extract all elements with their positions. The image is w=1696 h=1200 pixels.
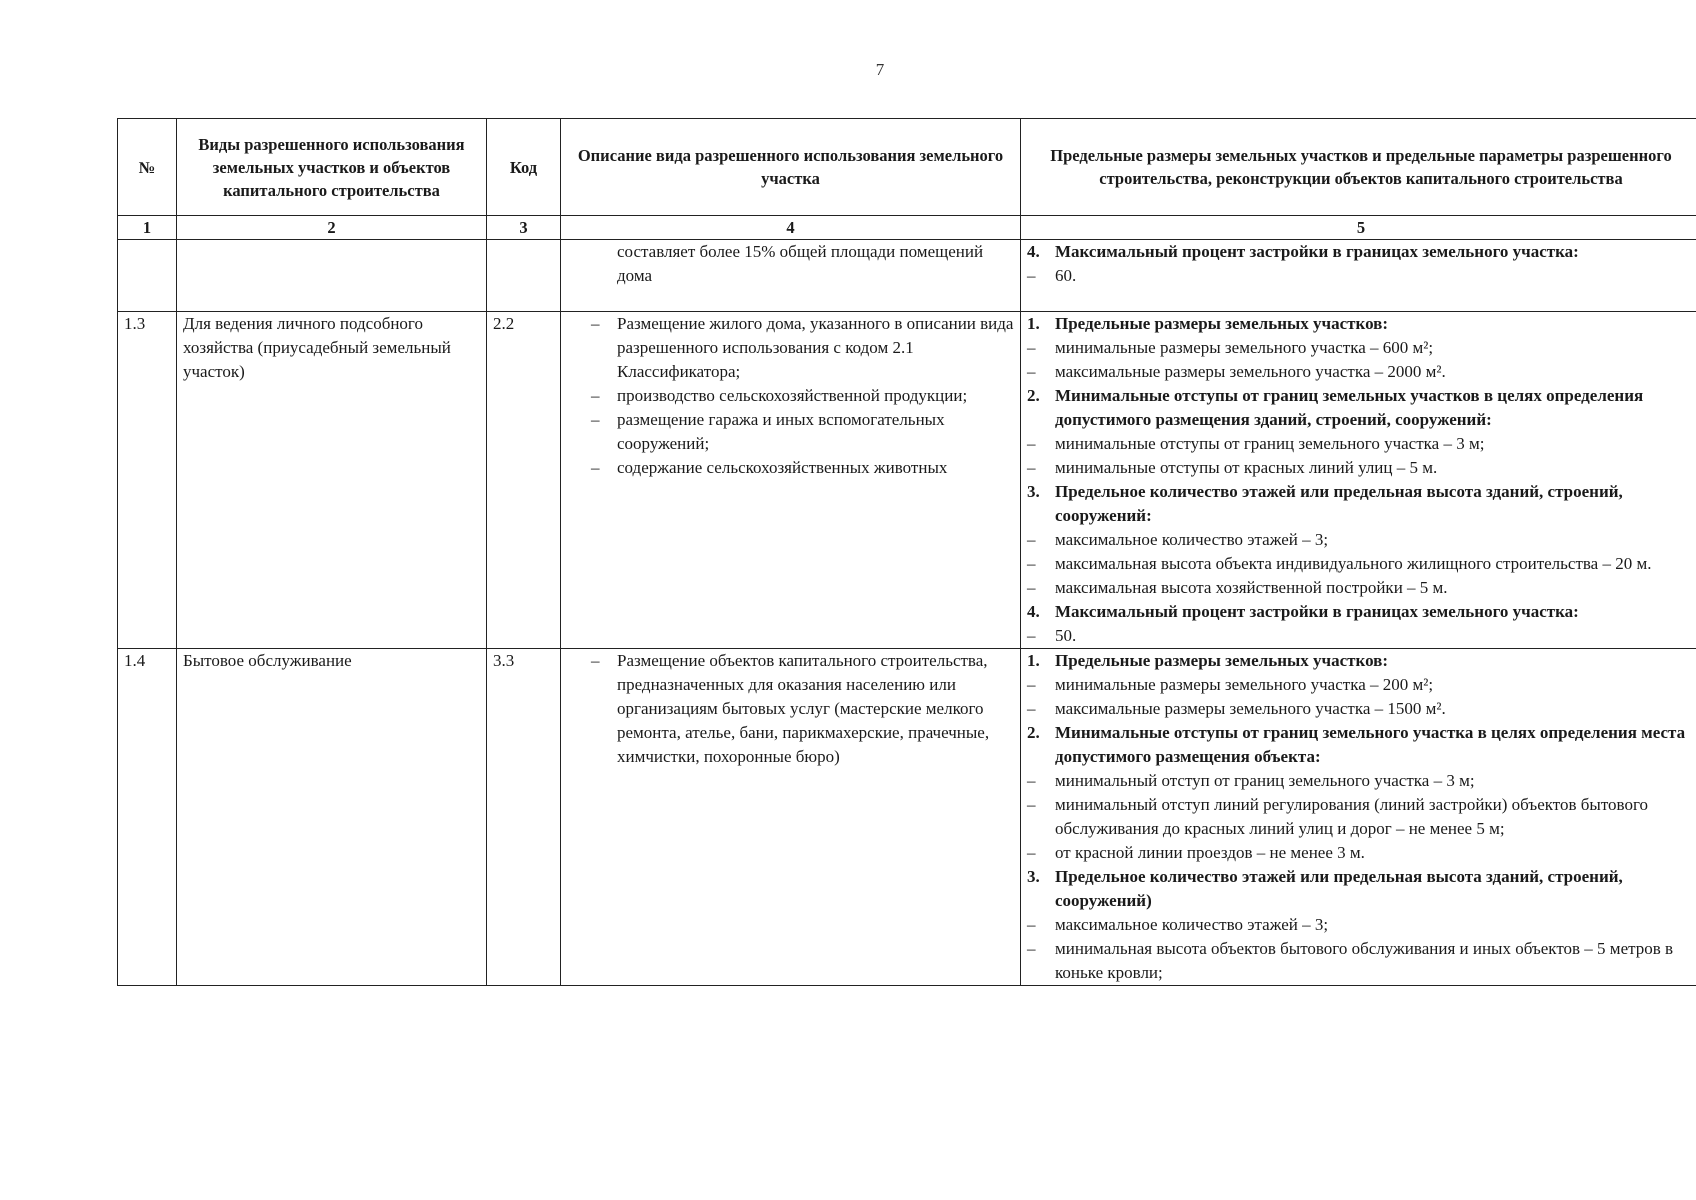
column-number: 3 (487, 216, 561, 240)
header-code: Код (487, 119, 561, 216)
param-section-number: 2. (1027, 386, 1040, 405)
header-description: Описание вида разрешенного использования земельного участка (561, 119, 1021, 216)
header-parameters: Предельные размеры земельных участков и предельные параметры разрешенного строительства, реконструкции объектов капитального строительства (1021, 119, 1696, 216)
param-item: – максимальные размеры земельного участка – 2000 м². (1027, 360, 1695, 384)
description-item: – размещение гаража и иных вспомогательных сооружений; (589, 408, 1014, 456)
header-row (118, 119, 1696, 216)
cell-num: 1.4 (118, 649, 177, 986)
table-row (118, 649, 1696, 986)
description-item: – Размещение объектов капитального строительства, предназначенных для оказания населению или организациям бытовых услуг (мастерские мелкого ремонта, ателье, бани, парикмахерские, прачечные, химчистки, похоронные бюро) (589, 649, 1014, 769)
cell-parameters (1021, 649, 1696, 986)
cell-num (118, 240, 177, 312)
param-section-title (1027, 600, 1695, 624)
param-section-number: 4. (1027, 602, 1040, 621)
param-item: – от красной линии проездов – не менее 3 м. (1027, 841, 1695, 865)
param-item: – минимальные отступы от границ земельного участка – 3 м; (1027, 432, 1695, 456)
param-section-title (1027, 721, 1695, 769)
param-section-title (1027, 649, 1695, 673)
page-number: 7 (875, 60, 885, 79)
param-section-text: Минимальные отступы от границ земельного участка в целях определения места допустимого размещения объекта: (1055, 723, 1686, 766)
cell-num: 1.3 (118, 312, 177, 649)
param-section-text: Минимальные отступы от границ земельных участков в целях определения допустимого размещения зданий, строений, сооружений: (1055, 386, 1644, 429)
description-list (567, 649, 1014, 769)
column-number-row (118, 216, 1696, 240)
param-section-number: 3. (1027, 482, 1040, 501)
param-item: – минимальные отступы от красных линий улиц – 5 м. (1027, 456, 1695, 480)
param-section-text: Предельные размеры земельных участков: (1055, 314, 1389, 333)
description-list (567, 312, 1014, 480)
table-row (118, 312, 1696, 649)
param-section-title (1027, 384, 1695, 432)
cell-parameters (1021, 312, 1696, 649)
column-number: 2 (177, 216, 487, 240)
param-section-number: 4. (1027, 242, 1040, 261)
cell-type: Для ведения личного подсобного хозяйства (приусадебный земельный участок) (177, 312, 487, 649)
param-item: – максимальная высота объекта индивидуального жилищного строительства – 20 м. (1027, 552, 1695, 576)
param-section-number: 1. (1027, 314, 1040, 333)
description-item: – содержание сельскохозяйственных животных (589, 456, 1014, 480)
param-section-title (1027, 480, 1695, 528)
param-section-number: 2. (1027, 723, 1040, 742)
param-section-number: 3. (1027, 867, 1040, 886)
header-use-type: Виды разрешенного использования земельных участков и объектов капитального строительства (177, 119, 487, 216)
description-item: – производство сельскохозяйственной продукции; (589, 384, 1014, 408)
param-item: – минимальный отступ от границ земельного участка – 3 м; (1027, 769, 1695, 793)
param-item: – максимальные размеры земельного участка – 1500 м². (1027, 697, 1695, 721)
param-item: – 50. (1027, 624, 1695, 648)
param-section-title (1027, 865, 1695, 913)
param-section-text: Предельные размеры земельных участков: (1055, 651, 1389, 670)
param-section-title (1027, 312, 1695, 336)
cell-code: 3.3 (487, 649, 561, 986)
param-section-number: 1. (1027, 651, 1040, 670)
cell-parameters (1021, 240, 1696, 312)
param-item: – минимальный отступ линий регулирования (линий застройки) объектов бытового обслуживания до красных линий улиц и дорог – не менее 5 м; (1027, 793, 1695, 841)
param-item: – максимальное количество этажей – 3; (1027, 528, 1695, 552)
param-item: – максимальное количество этажей – 3; (1027, 913, 1695, 937)
cell-code: 2.2 (487, 312, 561, 649)
cell-description (561, 240, 1021, 312)
description-item: – Размещение жилого дома, указанного в описании вида разрешенного использования с кодом 2.1 Классификатора; (589, 312, 1014, 384)
cell-type: Бытовое обслуживание (177, 649, 487, 986)
param-section-text: Максимальный процент застройки в границах земельного участка: (1055, 242, 1579, 261)
cell-description (561, 312, 1021, 649)
param-item: – 60. (1027, 264, 1695, 288)
land-use-table (117, 118, 1696, 986)
cell-code (487, 240, 561, 312)
description-continuation: составляет более 15% общей площади помещений дома (617, 242, 984, 285)
cell-type (177, 240, 487, 312)
param-item: – минимальные размеры земельного участка – 600 м²; (1027, 336, 1695, 360)
header-number: № (118, 119, 177, 216)
param-section-text: Предельное количество этажей или предельная высота зданий, строений, сооружений) (1055, 867, 1623, 910)
param-item: – минимальная высота объектов бытового обслуживания и иных объектов – 5 метров в коньке кровли; (1027, 937, 1695, 985)
param-item: – минимальные размеры земельного участка – 200 м²; (1027, 673, 1695, 697)
param-section-text: Предельное количество этажей или предельная высота зданий, строений, сооружений: (1055, 482, 1623, 525)
cell-description (561, 649, 1021, 986)
param-item: – максимальная высота хозяйственной постройки – 5 м. (1027, 576, 1695, 600)
param-section-title (1027, 240, 1695, 264)
column-number: 1 (118, 216, 177, 240)
table-row (118, 240, 1696, 312)
column-number: 5 (1021, 216, 1696, 240)
param-section-text: Максимальный процент застройки в границах земельного участка: (1055, 602, 1579, 621)
column-number: 4 (561, 216, 1021, 240)
